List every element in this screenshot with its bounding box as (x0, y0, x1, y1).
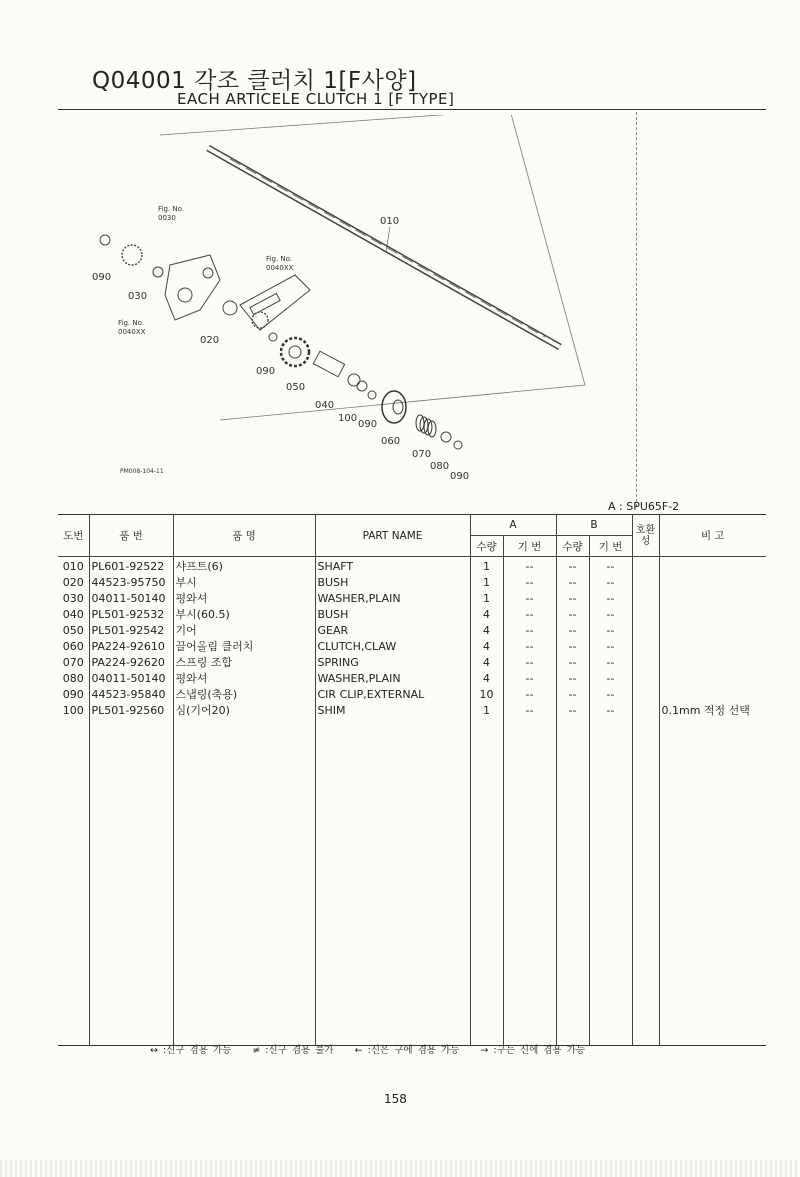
cell-part-name: CLUTCH,CLAW (315, 639, 470, 655)
cell-ref: 030 (58, 591, 89, 607)
cell-b-code: -- (589, 557, 632, 576)
cell-ref: 100 (58, 703, 89, 719)
cell-ref: 050 (58, 623, 89, 639)
label-100: 100 (338, 413, 358, 424)
cell-b-qty: -- (556, 639, 589, 655)
cell-ref: 040 (58, 607, 89, 623)
cell-interchange (632, 623, 659, 639)
empty-cell (58, 719, 89, 1046)
cell-part-no: PL501-92532 (89, 607, 173, 623)
header-group-b: B (556, 515, 632, 536)
empty-cell (556, 719, 589, 1046)
label-090-lower: 090 (358, 419, 378, 430)
cell-a-qty: 10 (470, 687, 503, 703)
cell-b-code: -- (589, 655, 632, 671)
label-040: 040 (315, 400, 335, 411)
cell-part-no: 44523-95840 (89, 687, 173, 703)
cell-name-kr: 스냅링(축용) (173, 687, 315, 703)
cell-part-name: WASHER,PLAIN (315, 591, 470, 607)
cell-a-code: -- (503, 623, 556, 639)
cell-part-no: PL601-92522 (89, 557, 173, 576)
cell-interchange (632, 607, 659, 623)
header-remarks: 비 고 (659, 515, 766, 557)
table-row (58, 655, 766, 671)
cell-a-code: -- (503, 557, 556, 576)
parts-table (58, 514, 766, 1046)
cell-a-code: -- (503, 655, 556, 671)
cell-name-kr: 기어 (173, 623, 315, 639)
title-rule (58, 109, 766, 110)
cell-name-kr: 샤프트(6) (173, 557, 315, 576)
cell-b-code: -- (589, 591, 632, 607)
lever-part (240, 275, 310, 330)
cell-name-kr: 스프링 조합 (173, 655, 315, 671)
header-part-no: 품 번 (89, 515, 173, 557)
cell-a-code: -- (503, 687, 556, 703)
exploded-parts-diagram (90, 115, 630, 495)
cell-remarks (659, 623, 766, 639)
cell-a-code: -- (503, 575, 556, 591)
fig-ref-1: 0030 (158, 214, 176, 222)
cell-a-qty: 1 (470, 703, 503, 719)
header-name-kr: 품 명 (173, 515, 315, 557)
header-code-b: 기 번 (589, 536, 632, 557)
cell-interchange (632, 703, 659, 719)
cell-ref: 070 (58, 655, 89, 671)
cell-part-no: PA224-92620 (89, 655, 173, 671)
header-qty-a: 수량 (470, 536, 503, 557)
fig-label-1: Fig. No. (158, 205, 184, 213)
cell-a-code: -- (503, 607, 556, 623)
drawing-code: PM008-104-11 (120, 468, 164, 475)
cell-part-name: BUSH (315, 607, 470, 623)
cell-a-qty: 1 (470, 591, 503, 607)
cell-b-code: -- (589, 623, 632, 639)
cell-remarks (659, 575, 766, 591)
scan-edge (0, 1160, 800, 1177)
cell-interchange (632, 639, 659, 655)
cell-interchange (632, 591, 659, 607)
empty-cell (632, 719, 659, 1046)
cell-interchange (632, 655, 659, 671)
cell-name-kr: 부시 (173, 575, 315, 591)
cell-ref: 010 (58, 557, 89, 576)
header-qty-b: 수량 (556, 536, 589, 557)
cell-b-qty: -- (556, 607, 589, 623)
cell-name-kr: 평와셔 (173, 591, 315, 607)
cell-remarks (659, 639, 766, 655)
label-090-left: 090 (92, 272, 112, 283)
cell-part-name: SHAFT (315, 557, 470, 576)
cell-part-name: WASHER,PLAIN (315, 671, 470, 687)
legend-item: → :구는 신에 겸용 가능 (480, 1045, 585, 1056)
fig-ref-3: 0040XX (118, 328, 146, 336)
label-020: 020 (200, 335, 220, 346)
model-code: A : SPU65F-2 (608, 500, 680, 513)
table-row (58, 623, 766, 639)
cell-part-name: CIR CLIP,EXTERNAL (315, 687, 470, 703)
cell-part-no: PL501-92542 (89, 623, 173, 639)
empty-cell (173, 719, 315, 1046)
cell-b-qty: -- (556, 687, 589, 703)
cell-interchange (632, 687, 659, 703)
cell-a-qty: 4 (470, 639, 503, 655)
cell-interchange (632, 575, 659, 591)
cell-b-code: -- (589, 687, 632, 703)
cell-b-code: -- (589, 575, 632, 591)
table-row (58, 687, 766, 703)
cell-b-qty: -- (556, 591, 589, 607)
cell-a-qty: 4 (470, 623, 503, 639)
table-row (58, 671, 766, 687)
table-row (58, 703, 766, 719)
header-ref: 도번 (58, 515, 89, 557)
cell-remarks (659, 687, 766, 703)
interchange-legend (150, 1042, 601, 1056)
cell-name-kr: 끌어올림 클러치 (173, 639, 315, 655)
legend-item: ↔ :신구 겸용 가능 (150, 1045, 232, 1056)
label-090-right: 090 (450, 471, 470, 482)
cell-a-code: -- (503, 591, 556, 607)
table-row (58, 639, 766, 655)
cell-b-qty: -- (556, 623, 589, 639)
cell-remarks (659, 557, 766, 576)
label-080: 080 (430, 461, 450, 472)
page-number: 158 (384, 1092, 407, 1106)
cell-remarks (659, 607, 766, 623)
cell-part-name: SHIM (315, 703, 470, 719)
cell-interchange (632, 671, 659, 687)
table-row (58, 607, 766, 623)
header-group-a: A (470, 515, 556, 536)
cell-name-kr: 부시(60.5) (173, 607, 315, 623)
cell-b-code: -- (589, 671, 632, 687)
cell-a-code: -- (503, 671, 556, 687)
cell-part-no: PA224-92610 (89, 639, 173, 655)
label-050: 050 (286, 382, 306, 393)
cell-name-kr: 평와셔 (173, 671, 315, 687)
cell-b-code: -- (589, 607, 632, 623)
cell-a-qty: 4 (470, 607, 503, 623)
fig-label-3: Fig. No. (118, 319, 144, 327)
cell-ref: 060 (58, 639, 89, 655)
header-code-a: 기 번 (503, 536, 556, 557)
empty-cell (315, 719, 470, 1046)
cell-a-qty: 4 (470, 671, 503, 687)
cell-b-qty: -- (556, 575, 589, 591)
cell-part-no: 04011-50140 (89, 671, 173, 687)
label-010: 010 (380, 216, 400, 227)
cell-a-code: -- (503, 639, 556, 655)
label-090-middle: 090 (256, 366, 276, 377)
fig-label-2: Fig. No. (266, 255, 292, 263)
cell-part-name: BUSH (315, 575, 470, 591)
diagram-divider (636, 112, 637, 507)
cell-a-qty: 4 (470, 655, 503, 671)
legend-item: ≠ :신구 겸용 불가 (252, 1045, 334, 1056)
table-row (58, 557, 766, 576)
legend-item: ← :신은 구에 겸용 가능 (354, 1045, 460, 1056)
header-part-name: PART NAME (315, 515, 470, 557)
cell-interchange (632, 557, 659, 576)
cell-a-qty: 1 (470, 557, 503, 576)
table-row (58, 591, 766, 607)
cell-b-code: -- (589, 639, 632, 655)
cell-b-qty: -- (556, 703, 589, 719)
empty-cell (503, 719, 556, 1046)
cell-b-qty: -- (556, 655, 589, 671)
page-title-english: EACH ARTICELE CLUTCH 1 [F TYPE] (177, 90, 455, 108)
cell-ref: 090 (58, 687, 89, 703)
table-filler-row (58, 719, 766, 1046)
header-interchange: 호환성 (632, 515, 659, 557)
cell-a-qty: 1 (470, 575, 503, 591)
cell-ref: 080 (58, 671, 89, 687)
cell-name-kr: 심(기어20) (173, 703, 315, 719)
shaft-part (208, 148, 560, 347)
cell-part-no: PL501-92560 (89, 703, 173, 719)
cell-b-qty: -- (556, 557, 589, 576)
cell-remarks: 0.1mm 적정 선택 (659, 703, 766, 719)
empty-cell (89, 719, 173, 1046)
empty-cell (659, 719, 766, 1046)
table-row (58, 575, 766, 591)
empty-cell (470, 719, 503, 1046)
fig-ref-2: 0040XX (266, 264, 294, 272)
cell-part-name: GEAR (315, 623, 470, 639)
cell-remarks (659, 671, 766, 687)
cell-part-no: 04011-50140 (89, 591, 173, 607)
cell-b-code: -- (589, 703, 632, 719)
cell-ref: 020 (58, 575, 89, 591)
cell-a-code: -- (503, 703, 556, 719)
cell-remarks (659, 655, 766, 671)
cell-remarks (659, 591, 766, 607)
page-title-korean: Q04001 각조 클러치 1[F사양] (92, 68, 417, 94)
label-030: 030 (128, 291, 148, 302)
cell-part-no: 44523-95750 (89, 575, 173, 591)
cell-part-name: SPRING (315, 655, 470, 671)
cell-b-qty: -- (556, 671, 589, 687)
bracket-part (165, 255, 220, 320)
label-060: 060 (381, 436, 401, 447)
label-070: 070 (412, 449, 432, 460)
empty-cell (589, 719, 632, 1046)
